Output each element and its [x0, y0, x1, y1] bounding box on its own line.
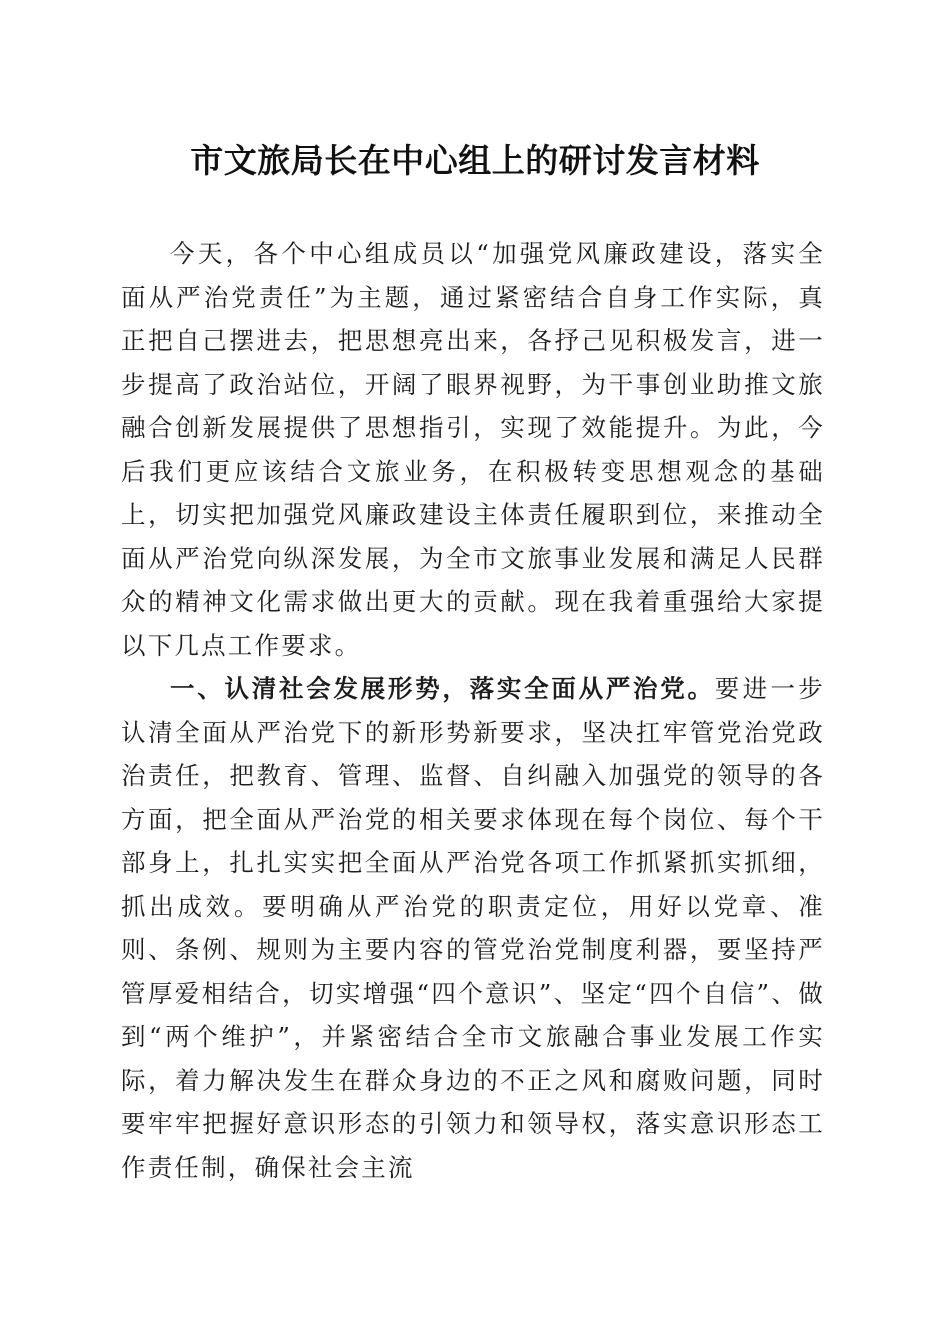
- paragraph-intro: 今天，各个中心组成员以“加强党风廉政建设，落实全面从严治党责任”为主题，通过紧密结合自身工作实际，真正把自己摆进去，把思想亮出来，各抒己见积极发言，进一步提高了政治站位，开阔了眼界视野，为干事创业助推文旅融合创新发展提供了思想指引，实现了效能提升。为此，今后我们更应该结合文旅业务，在积极转变思想观念的基础上，切实把加强党风廉政建设主体责任履职到位，来推动全面从严治党向纵深发展，为全市文旅事业发展和满足人民群众的精神文化需求做出更大的贡献。现在我着重强给大家提以下几点工作要求。: [121, 239, 825, 660]
- document-body: [121, 232, 825, 1189]
- paragraph-section-one: [121, 667, 825, 1189]
- document-title: 市文旅局长在中心组上的研讨发言材料: [190, 141, 760, 180]
- section-one-text: 要进一步认清全面从严治党下的新形势新要求，坚决扛牢管党治党政治责任，把教育、管理、监督、自纠融入加强党的领导的各方面，把全面从严治党的相关要求体现在每个岗位、每个干部身上，扎扎实实把全面从严治党各项工作抓紧抓实抓细，抓出成效。要明确从严治党的职责定位，用好以党章、准则、条例、规则为主要内容的管党治党制度利器，要坚持严管厚爱相结合，切实增强“四个意识”、坚定“四个自信”、做到“两个维护”，并紧密结合全市文旅融合事业发展工作实际，着力解决发生在群众身边的不正之风和腐败问题，同时要牢牢把握好意识形态的引领力和领导权，落实意识形态工作责任制，确保社会主流: [121, 674, 825, 1182]
- section-one-heading: 一、认清社会发展形势，落实全面从严治党。: [170, 674, 715, 703]
